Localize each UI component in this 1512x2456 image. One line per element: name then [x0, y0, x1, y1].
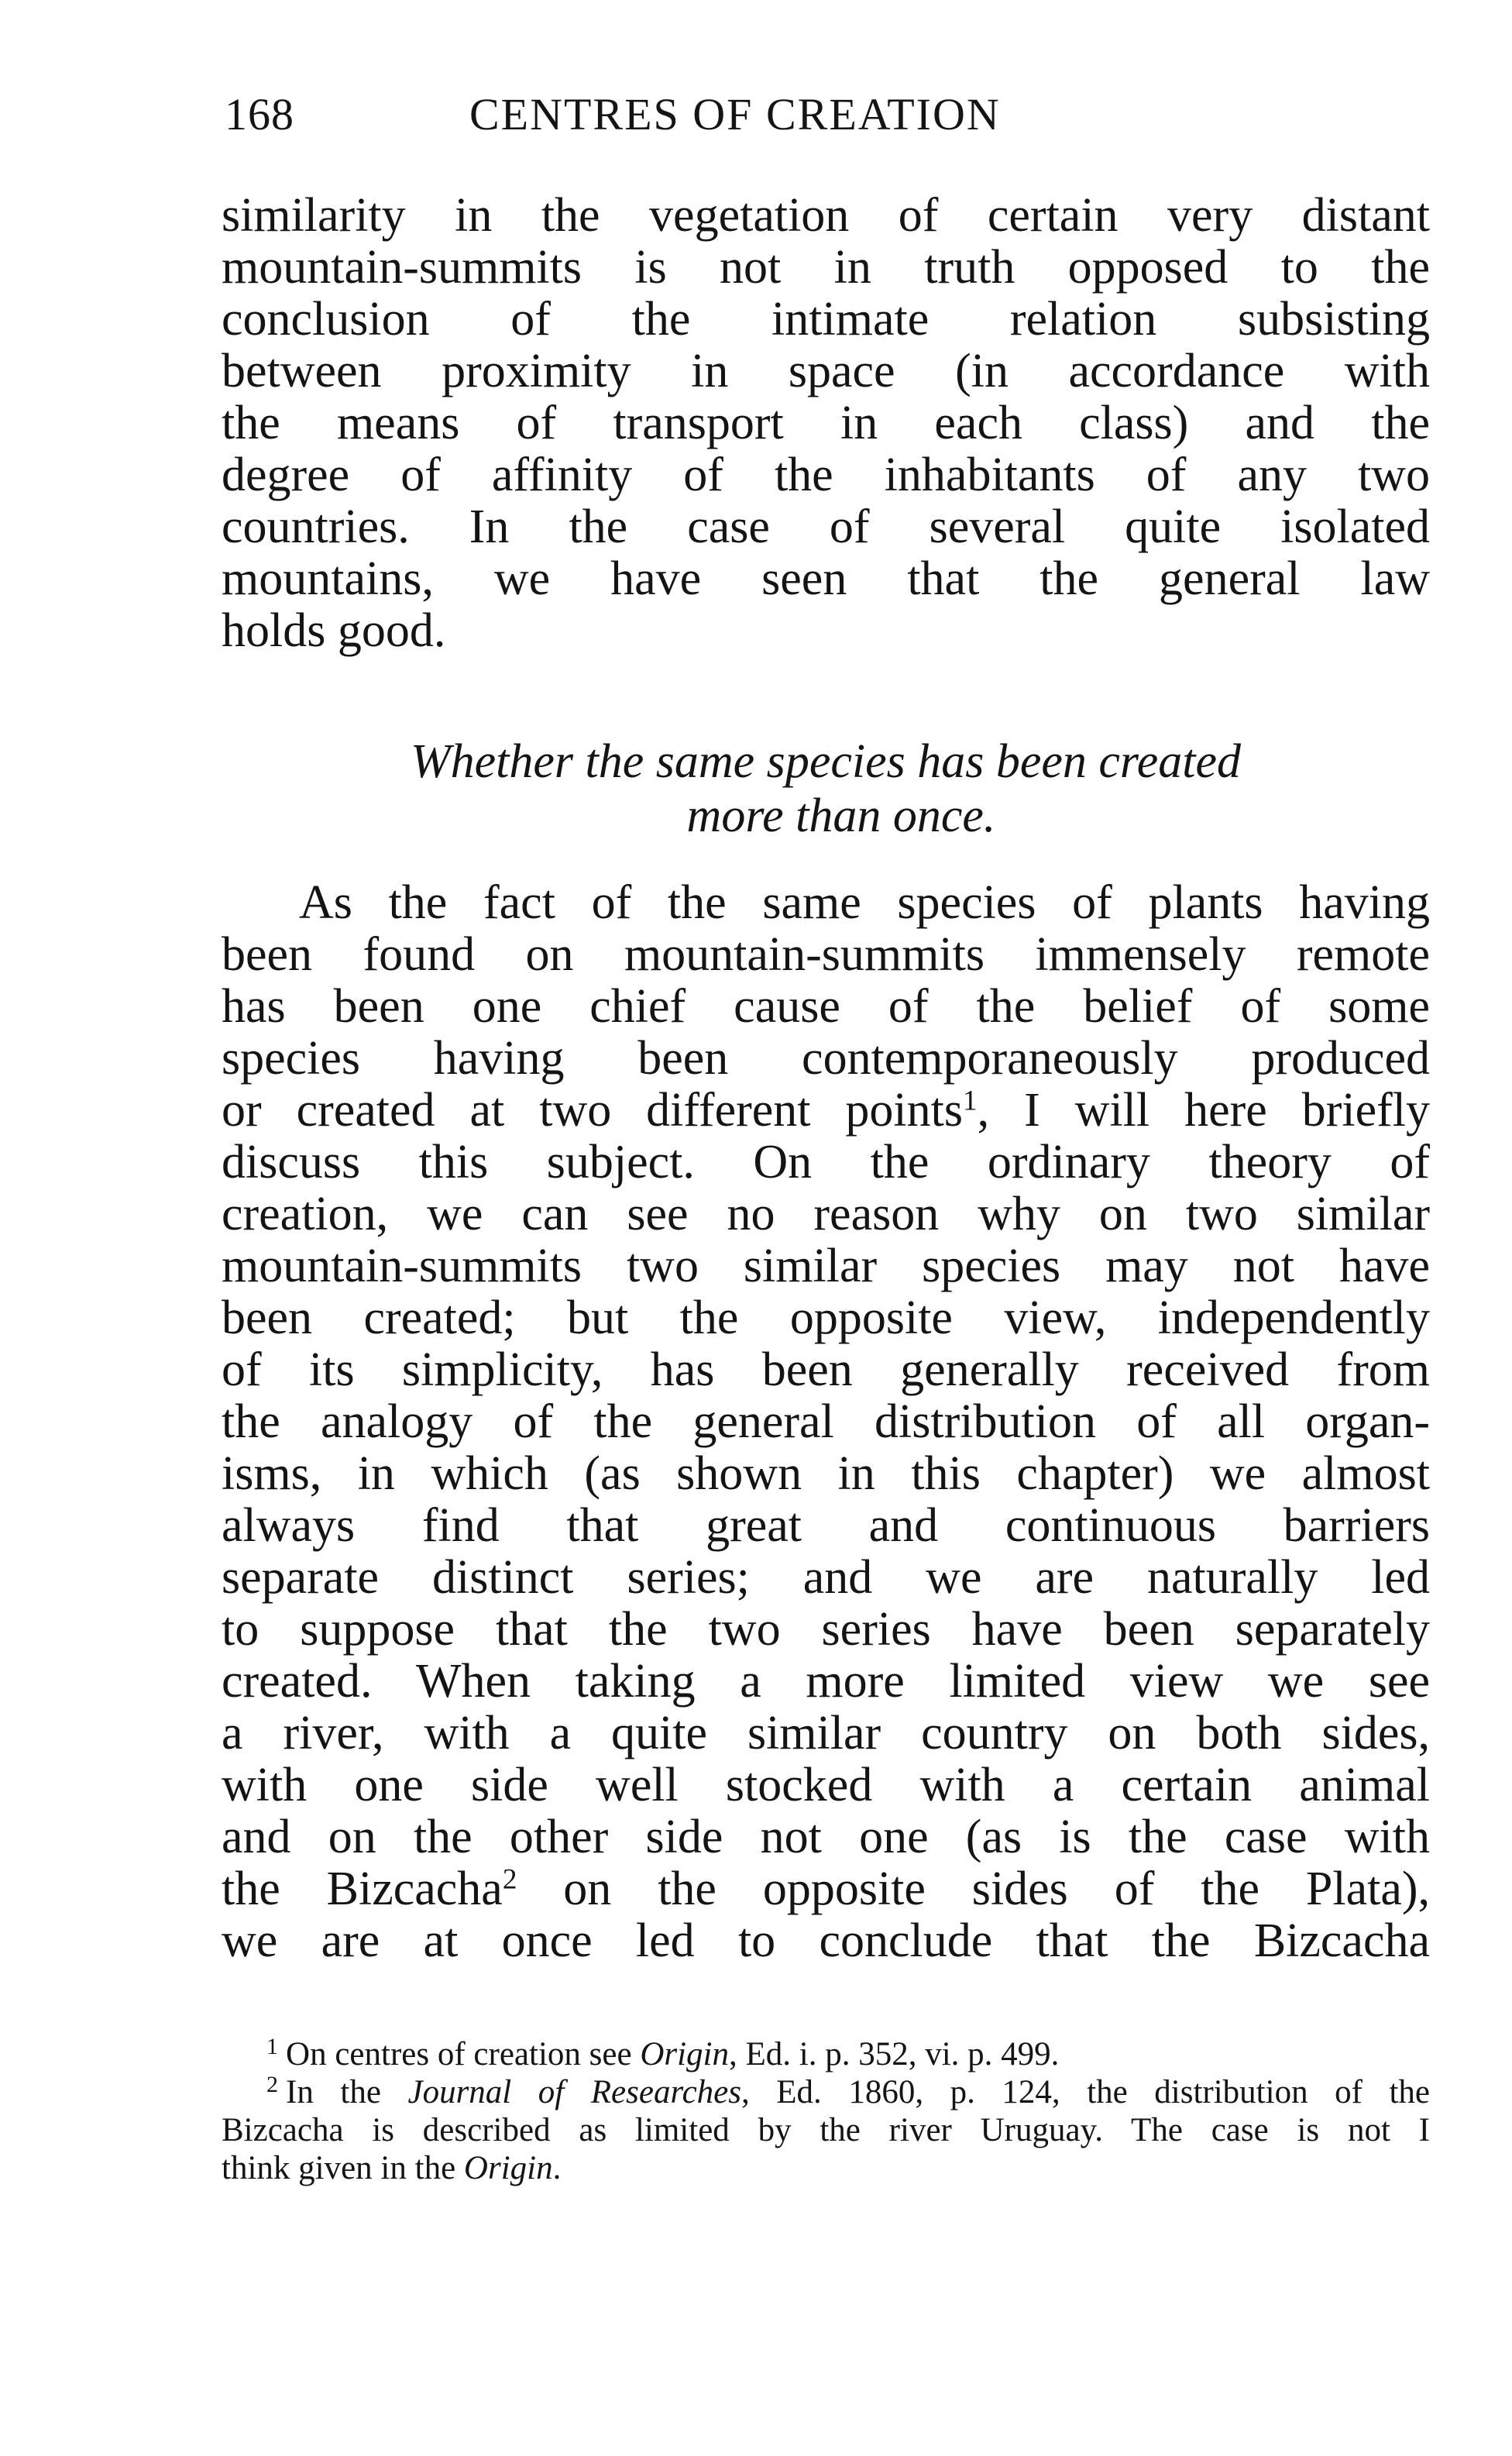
footnotes — [222, 2035, 1430, 2187]
text-line: holds good. — [222, 604, 446, 657]
text-line: been found on mountain-summits immensely remote — [222, 928, 1430, 981]
footnote-text: , Ed. i. p. 352, vi. p. 499. — [729, 2036, 1060, 2072]
text-line: always find that great and continuous barriers — [222, 1499, 1430, 1552]
footnote-italic: Origin — [463, 2150, 553, 2186]
running-head — [222, 84, 1430, 146]
text-line: separate distinct series; and we are naturally led — [222, 1551, 1430, 1604]
text-line: mountain-summits two similar species may not have — [222, 1240, 1430, 1292]
text-line: and on the other side not one (as is the case with — [222, 1811, 1430, 1863]
text-line: species having been contemporaneously produced — [222, 1032, 1430, 1085]
footnote-text: think given in the — [222, 2150, 464, 2186]
running-title: CENTRES OF CREATION — [469, 89, 1001, 139]
footnote-1 — [222, 2035, 1430, 2073]
paragraph-2 — [222, 877, 1430, 1967]
text-line: similarity in the vegetation of certain very distant — [222, 189, 1430, 242]
footnote-2-line-3 — [222, 2149, 1430, 2187]
footnote-italic: Journal of Researches — [407, 2074, 741, 2110]
footnote-2-line-2: Bizcacha is described as limited by the river Uruguay. The case is not I — [222, 2112, 1430, 2148]
text-line-with-footnote-ref — [222, 1863, 1430, 1915]
text-line: isms, in which (as shown in this chapter) we almost — [222, 1447, 1430, 1500]
section-heading — [222, 734, 1430, 843]
text-line: has been one chief cause of the belief of some — [222, 980, 1430, 1033]
footnote-text: . — [552, 2150, 562, 2186]
text-fragment: the Bizcacha — [222, 1863, 503, 1915]
footnote-text: , Ed. 1860, p. 124, the distribution of the — [741, 2074, 1430, 2110]
footnote-marker: 1 — [266, 2033, 279, 2060]
text-line: a river, with a quite similar country on both sides, — [222, 1707, 1430, 1759]
text-line: degree of affinity of the inhabitants of any two — [222, 449, 1430, 501]
footnote-marker: 2 — [266, 2071, 279, 2098]
text-line: countries. In the case of several quite isolated — [222, 500, 1430, 553]
text-line: the analogy of the general distribution of all organ- — [222, 1395, 1430, 1448]
heading-line-1: Whether the same species has been created — [410, 735, 1241, 788]
text-line-with-footnote-ref — [222, 1085, 1430, 1137]
text-line: discuss this subject. On the ordinary theory of — [222, 1136, 1430, 1188]
text-fragment: , I will here briefly — [977, 1084, 1430, 1137]
footnote-text: In the — [286, 2074, 408, 2110]
text-line: between proximity in space (in accordance with — [222, 345, 1430, 397]
text-line: the means of transport in each class) and the — [222, 397, 1430, 449]
text-line: conclusion of the intimate relation subsisting — [222, 293, 1430, 346]
footnote-text: On centres of creation see — [286, 2036, 641, 2072]
text-line: mountains, we have seen that the general law — [222, 552, 1430, 605]
footnote-ref-1: 1 — [963, 1085, 978, 1117]
text-line: been created; but the opposite view, independently — [222, 1292, 1430, 1344]
paragraph-1 — [222, 190, 1430, 657]
footnote-ref-2: 2 — [502, 1863, 517, 1896]
text-line: we are at once led to conclude that the Bizcacha — [222, 1914, 1430, 1967]
footnote-2-line-1 — [222, 2073, 1430, 2111]
text-line: creation, we can see no reason why on two similar — [222, 1188, 1430, 1240]
text-line: created. When taking a more limited view we see — [222, 1655, 1430, 1708]
text-fragment: on the opposite sides of the Plata), — [517, 1863, 1430, 1915]
text-fragment: or created at two different points — [222, 1084, 964, 1137]
text-line: As the fact of the same species of plants having — [299, 876, 1430, 929]
text-line: of its simplicity, has been generally received from — [222, 1343, 1430, 1396]
text-line: with one side well stocked with a certain animal — [222, 1759, 1430, 1811]
text-line: to suppose that the two series have been separately — [222, 1603, 1430, 1656]
text-line: mountain-summits is not in truth opposed to the — [222, 241, 1430, 294]
heading-line-2: more than once. — [686, 789, 996, 842]
page-number: 168 — [225, 89, 294, 139]
footnote-italic: Origin — [640, 2036, 729, 2072]
